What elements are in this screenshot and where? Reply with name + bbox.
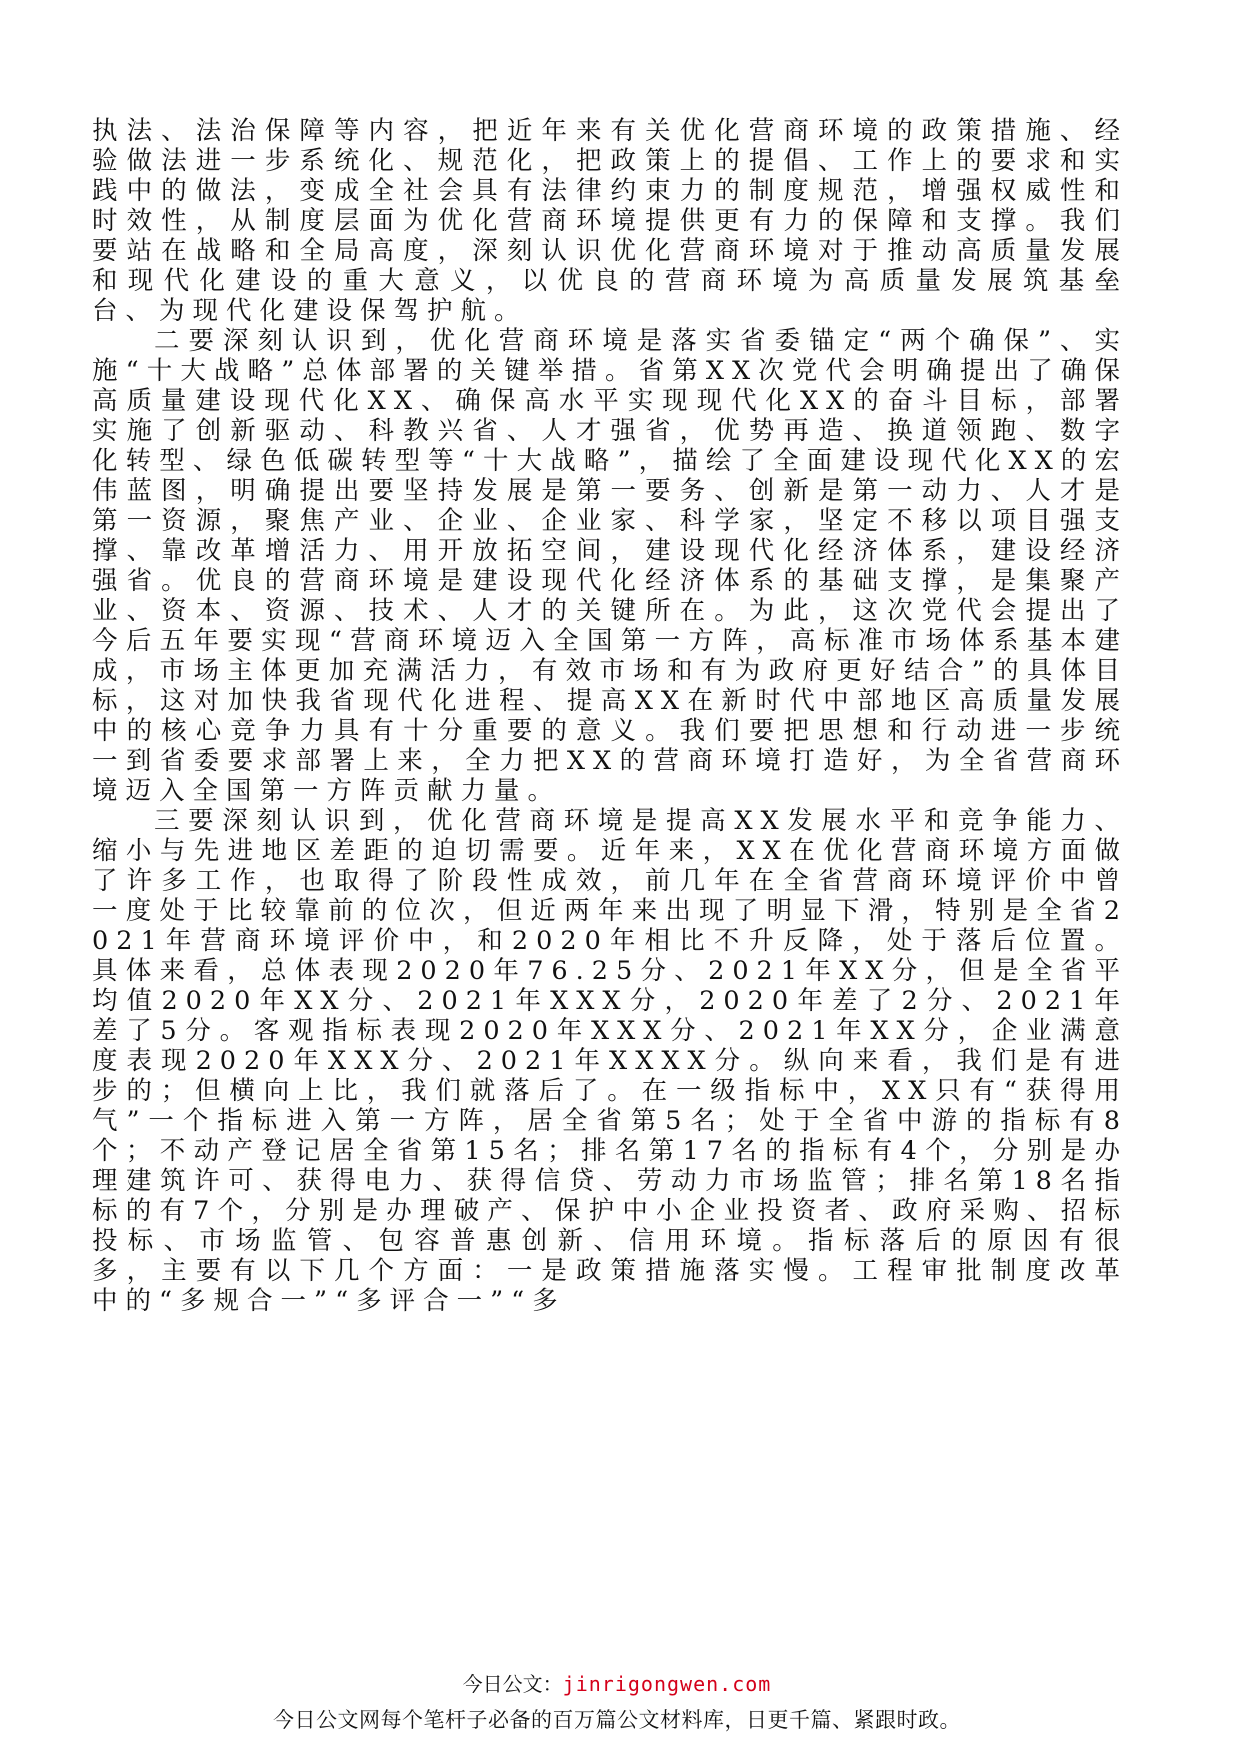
footer-site-url[interactable]: jinrigongwen.com: [562, 1672, 772, 1696]
footer-tagline: 今日公文网每个笔杆子必备的百万篇公文材料库，日更千篇、紧跟时政。: [273, 1708, 961, 1732]
document-body: [92, 116, 1128, 1316]
footer-site-line: [0, 1668, 1234, 1697]
footer-site-name: 今日公文：: [462, 1672, 563, 1696]
paragraph-3: 三要深刻认识到，优化营商环境是提高XX发展水平和竞争能力、缩小与先进地区差距的迫切需要。近年来，XX在优化营商环境方面做了许多工作，也取得了阶段性成效，前几年在全省营商环境评价中曾一度处于比较靠前的位次，但近两年来出现了明显下滑，特别是全省2021年营商环境评价中，和2020年相比不升反降，处于落后位置。具体来看，总体表现2020年76.25分、2021年XX分，但是全省平均值2020年XX分、2021年XXX分，2020年差了2分、2021年差了5分。客观指标表现2020年XXX分、2021年XX分，企业满意度表现2020年XXX分、2021年XXXX分。纵向来看，我们是有进步的；但横向上比，我们就落后了。在一级指标中，XX只有“获得用气”一个指标进入第一方阵，居全省第5名；处于全省中游的指标有8个；不动产登记居全省第15名；排名第17名的指标有4个，分别是办理建筑许可、获得电力、获得信贷、劳动力市场监管；排名第18名指标的有7个，分别是办理破产、保护中小企业投资者、政府采购、招标投标、市场监管、包容普惠创新、信用环境。指标落后的原因有很多，主要有以下几个方面：一是政策措施落实慢。工程审批制度改革中的“多规合一”“多评合一”“多: [92, 806, 1128, 1316]
paragraph-2: 二要深刻认识到，优化营商环境是落实省委锚定“两个确保”、实施“十大战略”总体部署的关键举措。省第XX次党代会明确提出了确保高质量建设现代化XX、确保高水平实现现代化XX的奋斗目标，部署实施了创新驱动、科教兴省、人才强省，优势再造、换道领跑、数字化转型、绿色低碳转型等“十大战略”，描绘了全面建设现代化XX的宏伟蓝图，明确提出要坚持发展是第一要务、创新是第一动力、人才是第一资源，聚焦产业、企业、企业家、科学家，坚定不移以项目强支撑、靠改革增活力、用开放拓空间，建设现代化经济体系，建设经济强省。优良的营商环境是建设现代化经济体系的基础支撑，是集聚产业、资本、资源、技术、人才的关键所在。为此，这次党代会提出了今后五年要实现“营商环境迈入全国第一方阵，高标准市场体系基本建成，市场主体更加充满活力，有效市场和有为政府更好结合”的具体目标，这对加快我省现代化进程、提高XX在新时代中部地区高质量发展中的核心竞争力具有十分重要的意义。我们要把思想和行动进一步统一到省委要求部署上来，全力把XX的营商环境打造好，为全省营商环境迈入全国第一方阵贡献力量。: [92, 326, 1128, 806]
paragraph-1: 执法、法治保障等内容，把近年来有关优化营商环境的政策措施、经验做法进一步系统化、规范化，把政策上的提倡、工作上的要求和实践中的做法，变成全社会具有法律约束力的制度规范，增强权威性和时效性，从制度层面为优化营商环境提供更有力的保障和支撑。我们要站在战略和全局高度，深刻认识优化营商环境对于推动高质量发展和现代化建设的重大意义，以优良的营商环境为高质量发展筑基垒台、为现代化建设保驾护航。: [92, 116, 1128, 326]
